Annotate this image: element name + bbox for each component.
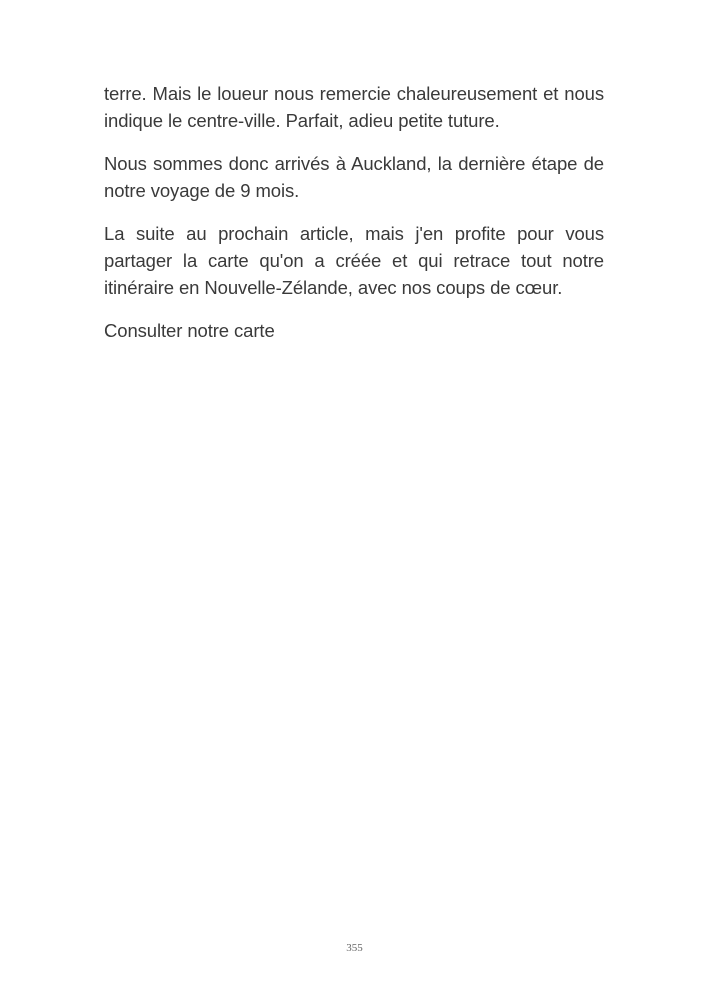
map-link[interactable]: Consulter notre carte (104, 320, 275, 341)
paragraph-1: terre. Mais le loueur nous remercie chaleureusement et nous indique le centre-ville. Parfait, adieu petite tuture. (104, 83, 604, 131)
body-text (104, 80, 604, 344)
paragraph-2: Nous sommes donc arrivés à Auckland, la dernière étape de notre voyage de 9 mois. (104, 153, 604, 201)
page-number: 355 (346, 942, 363, 954)
paragraph-3: La suite au prochain article, mais j'en profite pour vous partager la carte qu'on a créée et qui retrace tout notre itinéraire en Nouvelle-Zélande, avec nos coups de cœur. (104, 223, 604, 298)
